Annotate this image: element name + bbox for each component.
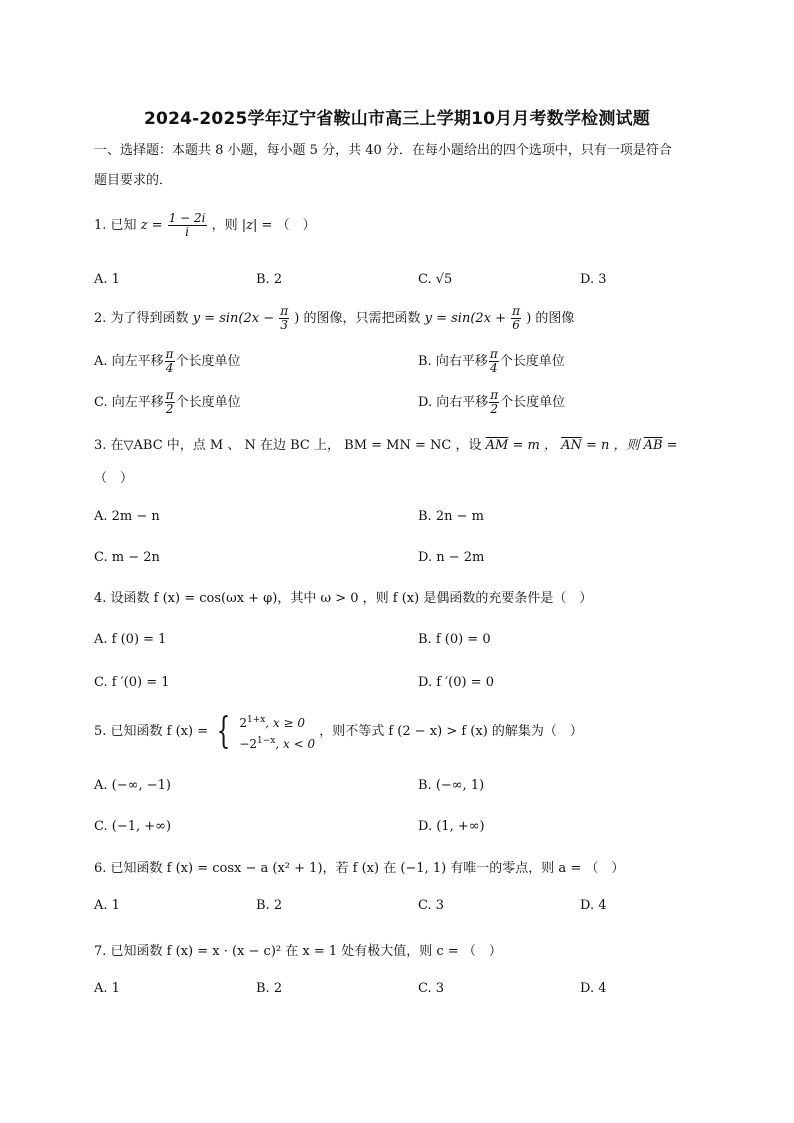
q2-a: 2. 为了得到函数 (94, 311, 189, 326)
q1-paren: （ ） (276, 218, 316, 233)
q2-option-d[interactable] (418, 387, 565, 419)
q1-option-b[interactable]: B. 2 (256, 272, 283, 287)
q2-option-c-label: C. 向左平移 (94, 395, 164, 410)
q5-case2-cond: , x < 0 (275, 736, 316, 751)
question-5 (94, 710, 583, 754)
q2-b: y = sin(2x − (192, 311, 275, 326)
q2-option-d-den: 2 (490, 402, 498, 416)
q1-option-a[interactable]: A. 1 (94, 272, 120, 287)
q5-option-a[interactable]: A. (−∞, −1) (94, 778, 171, 793)
q7-option-b[interactable]: B. 2 (256, 981, 283, 996)
q1-abs: |z| = (241, 218, 273, 233)
q2-option-b-fraction (489, 348, 499, 375)
q2-option-c-den: 2 (165, 402, 174, 416)
question-4: 4. 设函数 f (x) = cos(ωx + φ)，其中 ω > 0 ，则 f (x) 是偶函数的充要条件是（ ） (94, 591, 593, 606)
question-3 (94, 437, 678, 455)
q6-option-b[interactable]: B. 2 (256, 898, 283, 913)
q5-prefix: 5. 已知函数 f (x) = (94, 724, 209, 739)
q1-prefix: 1. 已知 (94, 218, 137, 233)
unit-text: 个长度单位 (175, 395, 241, 410)
q7-option-d[interactable]: D. 4 (580, 981, 607, 996)
q5-case-2 (239, 732, 315, 753)
q5-case1-exp: 1+x (246, 714, 266, 725)
q3-option-d[interactable]: D. n − 2m (418, 550, 485, 565)
q2-option-b-den: 4 (489, 361, 498, 375)
q5-option-b[interactable]: B. (−∞, 1) (418, 778, 485, 793)
pi: π (489, 347, 498, 361)
q1-fraction (168, 212, 207, 239)
q2-option-c-fraction (165, 389, 175, 416)
unit-text: 个长度单位 (499, 354, 565, 369)
q4-option-d[interactable]: D. f ′(0) = 0 (418, 675, 494, 690)
q3-paren: （ ） (94, 471, 134, 486)
q5-piecewise (239, 711, 315, 753)
q5-case2-base: −2 (239, 736, 258, 751)
pi: π (490, 388, 499, 402)
q1-numerator: 1 − 2i (168, 211, 206, 225)
q5-case2-exp: 1−x (257, 735, 276, 746)
q2-num1: π (280, 304, 289, 318)
q2-option-d-fraction (489, 389, 499, 416)
q5-case1-base: 2 (239, 715, 247, 730)
q5-case-1 (239, 711, 315, 732)
unit-text: 个长度单位 (175, 354, 241, 369)
q6-option-a[interactable]: A. 1 (94, 898, 120, 913)
q2-option-a[interactable] (94, 346, 241, 378)
q1-option-c[interactable]: C. √5 (418, 272, 453, 287)
q2-option-d-label: D. 向右平移 (418, 395, 489, 410)
q2-option-a-fraction (165, 348, 175, 375)
q2-option-b[interactable] (418, 346, 565, 378)
q3-option-a[interactable]: A. 2m − n (94, 509, 160, 524)
question-6: 6. 已知函数 f (x) = cosx − a (x² + 1)，若 f (x) 在 (−1, 1) 有唯一的零点，则 a = （ ） (94, 861, 625, 876)
q6-option-d[interactable]: D. 4 (580, 898, 607, 913)
q5-option-c[interactable]: C. (−1, +∞) (94, 819, 172, 834)
q1-option-d[interactable]: D. 3 (580, 272, 607, 287)
q1-denominator: i (185, 225, 190, 239)
vector-ab: $\overline{AB}$ (643, 438, 663, 453)
q1-mid: ，则 (211, 218, 238, 233)
q2-num2: π (512, 304, 521, 318)
pi: π (165, 388, 174, 402)
q7-option-c[interactable]: C. 3 (418, 981, 445, 996)
section-heading-line1: 一、选择题：本题共 8 小题，每小题 5 分，共 40 分．在每小题给出的四个选项中，只有一项是符合 (94, 143, 672, 158)
q4-option-b[interactable]: B. f (0) = 0 (418, 632, 491, 647)
section-heading-line2: 题目要求的． (94, 173, 173, 188)
q2-option-c[interactable] (94, 387, 241, 419)
q4-option-a[interactable]: A. f (0) = 1 (94, 632, 167, 647)
brace: { (216, 710, 231, 752)
q3-text: 3. 在▽ABC 中，点 M 、 N 在边 BC 上， BM = MN = NC ，设 (94, 438, 482, 453)
question-7: 7. 已知函数 f (x) = x · (x − c)² 在 x = 1 处有极大值，则 c = （ ） (94, 944, 502, 959)
q5-option-d[interactable]: D. (1, +∞) (418, 819, 485, 834)
q1-lhs: z = (140, 218, 163, 233)
pi: π (165, 347, 174, 361)
unit-text: 个长度单位 (500, 395, 566, 410)
q4-option-c[interactable]: C. f ′(0) = 1 (94, 675, 170, 690)
q5-tail: ，则不等式 f (2 − x) > f (x) 的解集为（ ） (319, 724, 583, 739)
q3-eq-m: = m ， (512, 438, 557, 453)
q2-den1: 3 (280, 318, 288, 332)
q6-option-c[interactable]: C. 3 (418, 898, 445, 913)
question-1 (94, 212, 316, 240)
question-2 (94, 302, 574, 336)
q2-option-b-label: B. 向右平移 (418, 354, 488, 369)
vector-an: $\overline{AN}$ (561, 438, 582, 453)
page-title: 2024-2025学年辽宁省鞍山市高三上学期10月月考数学检测试题 (144, 109, 650, 129)
q3-eq-n: = n ，则 (586, 438, 640, 453)
q7-option-a[interactable]: A. 1 (94, 981, 120, 996)
q2-c: ) 的图像，只需把函数 (294, 311, 421, 326)
q3-eq: = (666, 438, 678, 453)
q3-option-b[interactable]: B. 2n − m (418, 509, 484, 524)
q5-case1-cond: , x ≥ 0 (265, 715, 306, 730)
q3-option-c[interactable]: C. m − 2n (94, 550, 160, 565)
vector-am: $\overline{AM}$ (485, 438, 509, 453)
q2-fraction-2 (511, 305, 521, 332)
q2-fraction-1 (279, 305, 289, 332)
q2-e: ) 的图像 (526, 311, 575, 326)
q2-den2: 6 (512, 318, 520, 332)
q2-option-a-den: 4 (165, 361, 174, 375)
q2-option-a-label: A. 向左平移 (94, 354, 164, 369)
q2-d: y = sin(2x + (424, 311, 507, 326)
